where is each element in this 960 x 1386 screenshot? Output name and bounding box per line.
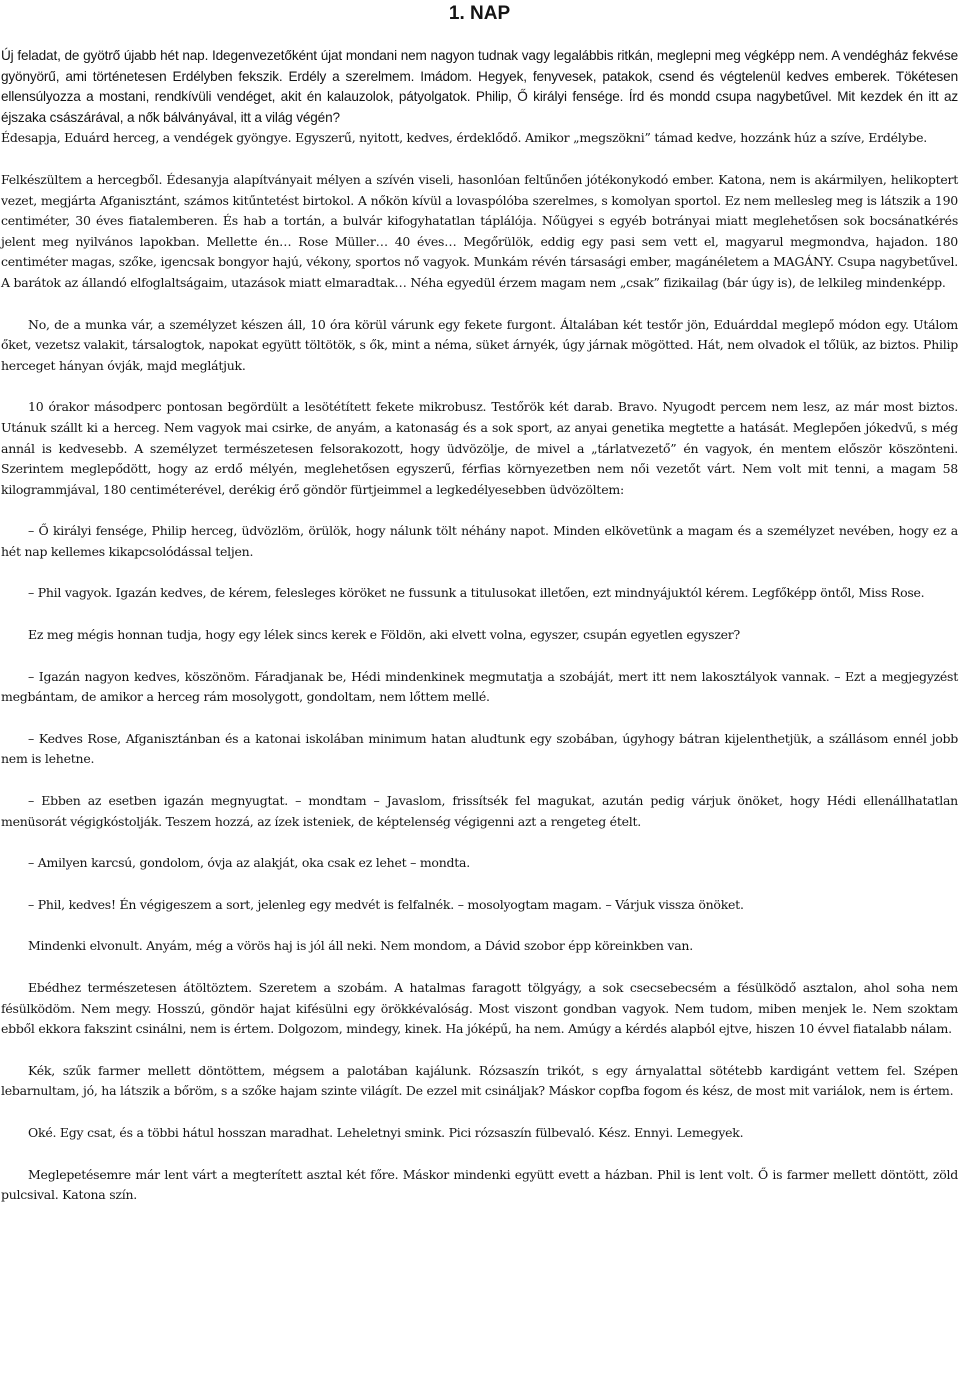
dialogue-line: – Amilyen karcsú, gondolom, óvja az alakját, oka csak ez lehet – mondta. <box>28 855 470 871</box>
dialogue-line: – Igazán nagyon kedves, köszönöm. Fáradjanak be, Hédi mindenkinek megmutatja a szobáját, mert itt nem lakosztályok vannak. – Ezt a megjegyzést megbántam, de amikor a herceg rám mosolygott, gondoltam, nem lőttem mellé. <box>1 668 958 705</box>
paragraph: Felkészültem a hercegből. Édesanyja alapítványait mélyen a szívén viseli, hasonlóan feltűnően jótékonykodó ember. Katona, nem is akármilyen, helikoptert vezet, megjárta Afganisztánt, számos kitűntetést birtokol. A nőkön kívül a lovaspólóba szerelmes, s komolyan sportol. Ez nem mellesleg meg is látszik a 190 centiméter, 30 éves fiatalemberen. És hab a tortán, a bulvár kifogyhatatlan táplálója. Nőügyei s egyéb botrányai miatt meglehetősen sok bocsánatkérés jelent meg nyilvános lapokban. Mellette én… Rose Müller… 40 éves… Megőrülök, eddig egy pasi sem vett el, magyarul megmondva, hajadon. 180 centiméter magas, szőke, igencsak bongyor hajú, vékony, sportos nő vagyok. Munkám révén társasági ember, magánéletem a MAGÁNY. Csupa nagybetűvel. A barátok az állandó elfoglaltságaim, utazások miatt elmaradtak… Néha egyedül érzem magam nem „csak” fizikailag (bár úgy is), de lelkileg mindenképp. <box>1 171 958 290</box>
intro-paragraph: Új feladat, de gyötrő újabb hét nap. Idegenvezetőként újat mondani nem nagyon tudnak vagy legalábbis ritkán, meglepni meg végképp nem. A vendégház fekvése gyönyörű, ami történetesen Erdélyben fekszik. Erdély a szerelmem. Imádom. Hegyek, fenyvesek, patakok, csend és végtelenül kedves emberek. Tökétesen ellensúlyozza a mostani, rendkívüli vendéget, akit én kalauzolok, pátyolgatok. Philip, Ő királyi fensége. Írd és mondd csupa nagybetűvel. Mit kezdek én itt az éjszaka császárával, a nők bálványával, itt a világ végén? <box>1 48 958 125</box>
paragraph: Kék, szűk farmer mellett döntöttem, mégsem a palotában kajálunk. Rózsaszín trikót, s egy árnyalattal sötétebb kardigánt vettem fel. Szépen lebarnultam, jó, ha látszik a bőröm, s a szőke hajam szinte világít. De ezzel mit csináljak? Máskor copfba fogom és kész, de most mit variálok, nem is értem. <box>1 1062 958 1099</box>
paragraph: Ebédhez természetesen átöltöztem. Szeretem a szobám. A hatalmas faragott tölgyágy, a sok csecsebecsém a fésülködő asztalon, ahol soha nem fésülködöm. Nem megy. Hosszú, göndör hajat kifésülni egy örökkévalóság. Most viszont gondban vagyok. Nem tudom, miben menjek le. Nem szoktam ebből ekkora fakszint csinálni, nem is értem. Dolgozom, mindegy, kinek. Ha jóképű, ha nem. Amúgy a kérdés alapból ejtve, hiszen 10 évvel fiatalabb nálam. <box>1 980 958 1037</box>
chapter-title: 1. NAP <box>448 3 511 24</box>
dialogue-line: – Kedves Rose, Afganisztánban és a katonai iskolában minimum hatan aludtunk egy szobában, úgyhogy bátran kijelenthetjük, a szállásom ennél jobb nem is lehetne. <box>1 730 958 767</box>
paragraph: Oké. Egy csat, és a többi hátul hosszan maradhat. Leheletnyi smink. Pici rózsaszín fülbevaló. Kész. Ennyi. Lemegyek. <box>28 1124 744 1140</box>
dialogue-line: – Ebben az esetben igazán megnyugtat. – mondtam – Javaslom, frissítsék fel magukat, azután pedig várjuk önöket, hogy Hédi ellenállhatatlan menüsorát végigkóstolják. Teszem hozzá, az ízek isteniek, de képtelenség végigenni azt a rengeteg ételt. <box>1 793 958 829</box>
dialogue-line: – Phil, kedves! Én végigeszem a sort, jelenleg egy medvét is felfalnék. – mosolyogtam magam. – Várjuk vissza önöket. <box>28 896 744 912</box>
dialogue-line: – Ő királyi fensége, Philip herceg, üdvözlöm, örülök, hogy nálunk tölt néhány napot. Minden elkövetünk a magam és a személyzet nevében, hogy ez a hét nap kellemes kikapcsolódással teljen. <box>1 523 958 559</box>
paragraph: No, de a munka vár, a személyzet készen áll, 10 óra körül várunk egy fekete furgont. Általában két testőr jön, Eduárddal meglepő módon egy. Utálom őket, vezetsz valakit, társalogtok, napokat együtt töltötök, s ők, mint a néma, süket árnyék, úgy járnak mögötted. Hát, nem olvadok el tőlük, az biztos. Philip herceget hányan óvják, majd meglátjuk. <box>1 316 958 373</box>
paragraph: Ez meg mégis honnan tudja, hogy egy lélek sincs kerek e Földön, aki elvett volna, egyszer, csupán egyetlen egyszer? <box>28 627 740 643</box>
paragraph: Mindenki elvonult. Anyám, még a vörös haj is jól áll neki. Nem mondom, a Dávid szobor épp köreinkben van. <box>28 938 693 954</box>
paragraph: 10 órakor másodperc pontosan begördült a lesötétített fekete mikrobusz. Testőrök két darab. Bravo. Nyugodt percem nem lesz, az már most biztos. Utánuk szállt ki a herceg. Nem vagyok mai csirke, de anyám, a katonaság és a sok sport, az anyai genetika megtette a hatását. Meglepően jókedvű, s még annál is kedvesebb. A személyzet természetesen felsorakozott, hogy üdvözölje, de mivel a „tárlatvezető” én vagyok, én mentem először köszönteni. Szerintem meglepődött, hogy az erdő mélyén, meglehetősen egyszerű, férfias környezetben nem női vezetőt várt. Nem volt mit tenni, a magam 58 kilogrammjával, 180 centiméterével, derékig érő göndör fürtjeimmel a legkedélyesebben üdvözöltem: <box>1 399 958 497</box>
dialogue-line: – Phil vagyok. Igazán kedves, de kérem, felesleges köröket ne fussunk a titulusokat illetően, ezt mindnyájuktól kérem. Legfőképp öntől, Miss Rose. <box>28 585 925 601</box>
paragraph: Meglepetésemre már lent várt a megterített asztal két főre. Máskor mindenki együtt evett a házban. Phil is lent volt. Ő is farmer mellett döntött, zöld pulcsival. Katona szín. <box>1 1166 958 1203</box>
intro-paragraph-continued: Édesapja, Eduárd herceg, a vendégek gyöngye. Egyszerű, nyitott, kedves, érdeklődő. Amikor „megszökni” támad kedve, hozzánk húz a szíve, Erdélybe. <box>1 130 927 146</box>
